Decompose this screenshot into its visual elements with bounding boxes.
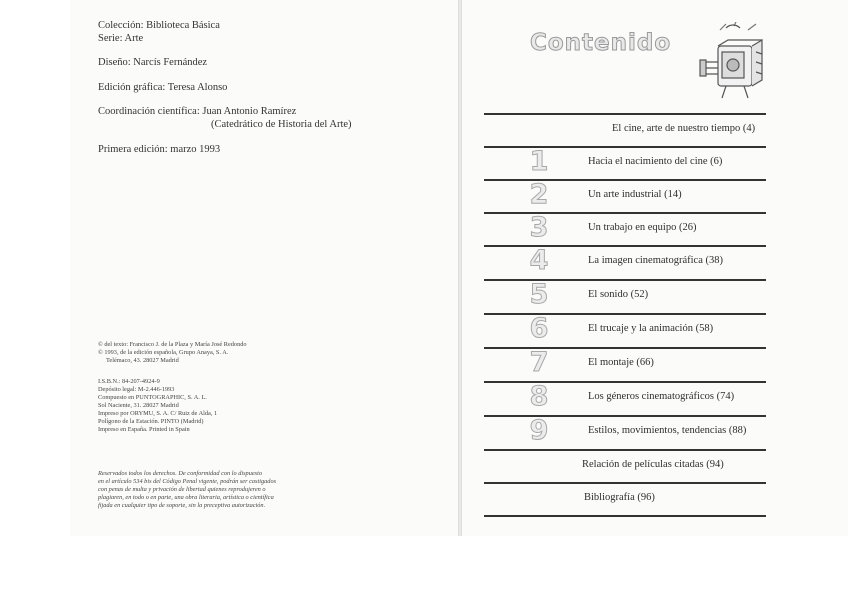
toc-chapter-row[interactable] — [484, 313, 766, 346]
toc-chapter-row[interactable] — [484, 212, 766, 245]
scientific-coordination-credit: Coordinación científica: Juan Antonio Ramírez — [98, 106, 297, 117]
legal-notice-line: fijada en cualquier tipo de soporte, sin la preceptiva autorización. — [98, 502, 266, 509]
design-credit: Diseño: Narcís Fernández — [98, 57, 208, 68]
chapter-label: Los géneros cinematográficos (74) — [588, 391, 735, 402]
toc-intro-row[interactable] — [484, 113, 766, 146]
copyright-line: Telémaco, 43. 28027 Madrid — [106, 357, 179, 364]
toc-chapter-row[interactable] — [484, 179, 766, 212]
first-edition-line: Primera edición: marzo 1993 — [98, 144, 221, 155]
credits-page — [70, 0, 460, 536]
chapter-number: 2 — [529, 179, 549, 210]
toc-chapter-row[interactable] — [484, 415, 766, 448]
contents-title: Contenido — [530, 30, 672, 56]
imprint-line: Polígono de la Estación. PINTO (Madrid) — [98, 418, 204, 425]
chapter-number: 3 — [529, 212, 549, 243]
coordinator-title: (Catedrático de Historia del Arte) — [211, 119, 352, 130]
toc-chapter-row[interactable] — [484, 347, 766, 380]
toc-chapter-row[interactable] — [484, 279, 766, 312]
toc-bibliografia-row[interactable] — [484, 482, 766, 515]
imprint-line: Impreso por ORYMU, S. A. C/ Ruiz de Alda, 1 — [98, 410, 218, 417]
chapter-label: El montaje (66) — [588, 357, 654, 368]
isbn-line: I.S.B.N.: 84-207-4924-9 — [98, 378, 160, 385]
series-line: Serie: Arte — [98, 33, 144, 44]
toc-rule — [484, 515, 766, 517]
copyright-line: © 1993, de la edición española, Grupo Anaya, S. A. — [98, 349, 229, 356]
imprint-block — [98, 378, 217, 434]
copyright-line: © del texto: Francisco J. de la Plaza y María José Redondo — [98, 341, 247, 348]
chapter-label: La imagen cinematográfica (38) — [588, 255, 723, 266]
legal-notice-line: Reservados todos los derechos. De conformidad con lo dispuesto — [98, 470, 262, 477]
toc-chapter-row[interactable] — [484, 146, 766, 179]
chapter-number: 1 — [529, 146, 549, 177]
imprint-line: Impreso en España. Printed in Spain — [98, 426, 190, 433]
chapter-label: El trucaje y la animación (58) — [588, 323, 714, 334]
collection-line: Colección: Biblioteca Básica — [98, 20, 220, 31]
films-list-label: Relación de películas citadas (94) — [582, 459, 724, 470]
chapter-number: 6 — [529, 313, 549, 344]
imprint-line: Compuesto en PUNTOGRAPHIC, S. A. L. — [98, 394, 207, 401]
chapter-number: 9 — [529, 415, 549, 446]
chapter-label: El sonido (52) — [588, 289, 649, 300]
toc-relacion-row[interactable] — [484, 449, 766, 482]
contents-page — [462, 0, 848, 536]
bibliography-label: Bibliografía (96) — [584, 492, 655, 503]
legal-notice-line: plagiaren, en todo o en parte, una obra literaria, artística o científica — [98, 494, 274, 501]
toc-chapter-row[interactable] — [484, 245, 766, 278]
chapter-label: Hacia el nacimiento del cine (6) — [588, 156, 723, 167]
chapter-label: Estilos, movimientos, tendencias (88) — [588, 425, 747, 436]
legal-notice-line: con penas de multa y privación de libertad quienes reprodujeren o — [98, 486, 266, 493]
imprint-line: Sol Naciente, 31. 28027 Madrid — [98, 402, 179, 409]
chapter-label: Un arte industrial (14) — [588, 189, 682, 200]
chapter-label: Un trabajo en equipo (26) — [588, 222, 697, 233]
graphic-edition-credit: Edición gráfica: Teresa Alonso — [98, 82, 228, 93]
chapter-number: 5 — [529, 279, 549, 310]
legal-notice — [98, 470, 276, 510]
copyright-block — [98, 341, 247, 365]
film-camera-icon — [696, 22, 768, 102]
imprint-line: Depósito legal: M-2.446-1993 — [98, 386, 175, 393]
toc-chapter-row[interactable] — [484, 381, 766, 414]
chapter-number: 7 — [529, 347, 549, 378]
toc-intro-label: El cine, arte de nuestro tiempo (4) — [612, 123, 756, 134]
chapter-number: 4 — [529, 245, 549, 276]
legal-notice-line: en el artículo 534 bis del Código Penal vigente, podrán ser castigados — [98, 478, 277, 485]
chapter-number: 8 — [529, 381, 549, 412]
